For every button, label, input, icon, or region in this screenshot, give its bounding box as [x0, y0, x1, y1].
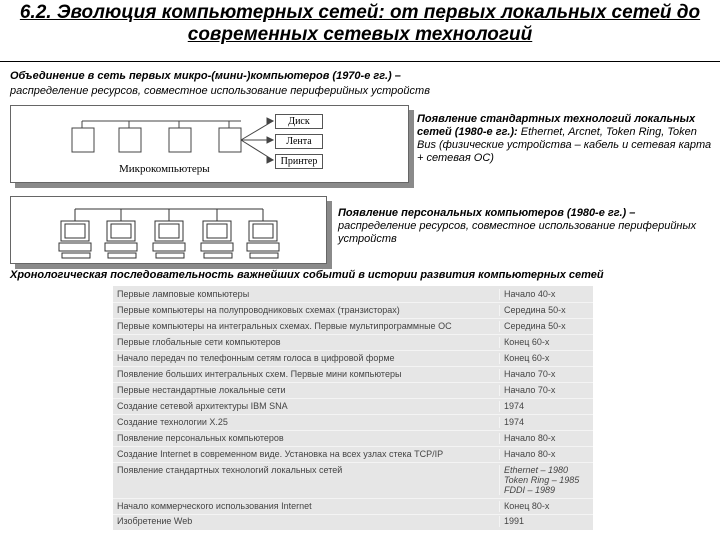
- table-row: Создание сетевой архитектуры IBM SNA 1974: [113, 401, 593, 412]
- tape-box: Лента: [275, 134, 323, 149]
- section2-heading: Появление стандартных технологий локальных сетей (1980-е гг.):: [417, 113, 696, 138]
- pc-network-diagram: [10, 196, 327, 264]
- table-row: Появление персональных компьютеров Начало 80-х: [113, 433, 593, 444]
- microcomputers-diagram: [10, 105, 409, 183]
- table-row: Первые компьютеры на полупроводниковых схемах (транзисторах) Середина 50-х: [113, 305, 593, 316]
- section3-text: распределение ресурсов, совместное использование периферийных устройств: [338, 220, 697, 245]
- section2-block: [417, 113, 713, 165]
- table-row: Создание Internet в современном виде. Установка на всех узлах стека TCP/IP Начало 80-х: [113, 449, 593, 460]
- page-title: 6.2. Эволюция компьютерных сетей: от первых локальных сетей до современных сетевых технологий: [19, 2, 701, 45]
- lan-dates-cell: Ethernet – 1980 Token Ring – 1985 FDDI – 1989: [499, 465, 593, 495]
- title-divider: [0, 61, 720, 62]
- printer-box: Принтер: [275, 154, 323, 169]
- table-row: Первые компьютеры на интегральных схемах. Первые мультипрограммные ОС Середина 50-х: [113, 321, 593, 332]
- table-row: Создание технологии X.25 1974: [113, 417, 593, 428]
- chronology-table: [113, 286, 593, 530]
- table-row: Первые ламповые компьютеры Начало 40-х: [113, 289, 593, 300]
- section3-heading: Появление персональных компьютеров (1980-е гг.) –: [338, 207, 636, 219]
- section1-heading: Объединение в сеть первых микро-(мини-)компьютеров (1970-е гг.) –: [10, 70, 401, 82]
- disk-box: Диск: [275, 114, 323, 129]
- table-row: Начало коммерческого использования Internet Конец 80-х: [113, 501, 593, 512]
- section2-text: Ethernet, Arcnet, Token Ring, Token Bus (физические устройства – кабель и сетевая карта + сетевая ОС): [417, 126, 712, 164]
- section1-text: распределение ресурсов, совместное использование периферийных устройств: [10, 85, 430, 97]
- table-row: Появление больших интегральных схем. Первые мини компьютеры Начало 70-х: [113, 369, 593, 380]
- section3-block: [338, 207, 713, 246]
- pc-network-drawing: [11, 197, 326, 263]
- microcomputers-caption: Микрокомпьютеры: [119, 163, 210, 175]
- table-row: Первые глобальные сети компьютеров Конец 60-х: [113, 337, 593, 348]
- table-row: Начало передач по телефонным сетям голоса в цифровой форме Конец 60-х: [113, 353, 593, 364]
- table-row: Изобретение Web 1991: [113, 516, 593, 527]
- table-row: Первые нестандартные локальные сети Начало 70-х: [113, 385, 593, 396]
- chronology-heading: Хронологическая последовательность важнейших событий в истории развития компьютерных сетей: [10, 269, 604, 281]
- table-row: Появление стандартных технологий локальных сетей Ethernet – 1980 Token Ring – 1985 FDDI – 1989: [113, 465, 593, 495]
